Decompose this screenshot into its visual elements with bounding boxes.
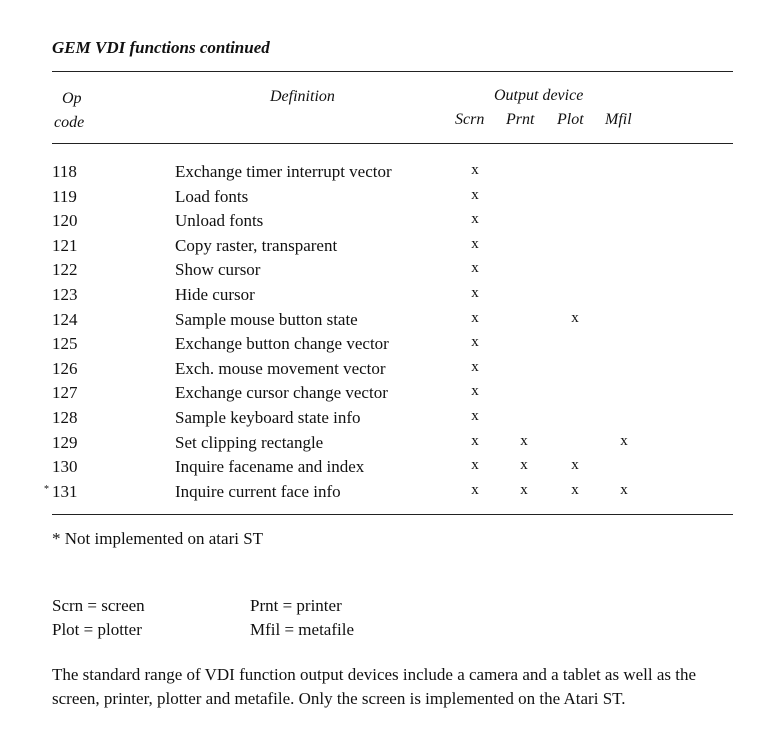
device-mark-scrn: x [471,358,479,375]
device-mark-scrn: x [471,235,479,252]
table-title: GEM VDI functions continued [52,38,270,57]
op-code-header-line1: Op [62,90,82,107]
op-code-cell: 118 [52,162,77,181]
device-mark-plot: x [571,457,579,474]
legend-prnt: Prnt = printer [250,596,342,615]
definition-cell: Set clipping rectangle [175,432,324,452]
device-mark-mfil: x [620,432,628,449]
device-header-prnt: Prnt [506,111,535,128]
device-mark-scrn: x [471,432,479,449]
device-mark-scrn: x [471,211,479,228]
table-row [0,310,759,334]
definition-cell: Hide cursor [175,285,255,304]
definition-cell: Exch. mouse movement vector [175,358,386,378]
footnote: * Not implemented on atari ST [52,529,264,548]
legend-plot: Plot = plotter [52,620,142,639]
table-row [0,383,759,407]
table-row [0,260,759,284]
definition-cell: Show cursor [175,260,261,280]
legend-mfil: Mfil = metafile [250,620,355,639]
definition-cell: Exchange timer interrupt vector [175,162,392,181]
device-mark-mfil: x [620,481,628,498]
output-device-header: Output device [494,87,584,104]
definition-header: Definition [270,88,335,105]
legend-scrn: Scrn = screen [52,596,145,615]
definition-cell: Inquire facename and index [175,457,365,477]
description-paragraph: The standard range of VDI function output devices include a camera and a tablet as well as the screen, printer, plotter and metafile. Only the screen is implemented on the Atari ST. [52,665,697,708]
op-code-cell: 130 [52,457,78,477]
table-row [0,211,759,235]
definition-cell: Load fonts [175,186,249,206]
device-mark-scrn: x [471,481,479,498]
device-mark-scrn: x [471,383,479,400]
definition-cell: Sample mouse button state [175,309,358,329]
definition-cell: Inquire current face info [175,481,341,501]
header-top-rule [52,71,733,72]
op-code-cell: 129 [52,432,78,452]
device-mark-prnt: x [520,481,528,498]
definition-cell: Unload fonts [175,211,264,231]
table-row [0,408,759,432]
table-row [0,457,759,481]
op-code-cell: 131 [52,481,78,501]
op-code-cell: 123 [52,285,78,304]
device-mark-scrn: x [471,162,479,178]
device-header-mfil: Mfil [605,111,632,128]
device-mark-plot: x [571,309,579,326]
definition-cell: Exchange cursor change vector [175,383,388,403]
op-code-cell: 120 [52,211,78,231]
not-implemented-marker: * [44,483,49,495]
device-header-scrn: Scrn [455,111,485,128]
device-mark-prnt: x [520,432,528,449]
table-row [0,162,759,186]
device-mark-scrn: x [471,457,479,474]
device-mark-scrn: x [471,408,479,424]
device-mark-scrn: x [471,260,479,277]
definition-cell: Sample keyboard state info [175,408,361,427]
definition-cell: Exchange button change vector [175,334,389,354]
table-row [0,359,759,383]
op-code-cell: 121 [52,235,78,255]
device-mark-scrn: x [471,334,479,351]
device-mark-prnt: x [520,457,528,474]
header-bottom-rule [52,143,733,144]
op-code-header-line2: code [54,114,85,131]
device-header-plot: Plot [557,111,584,128]
device-mark-scrn: x [471,186,479,203]
op-code-cell: 124 [52,309,78,329]
device-mark-scrn: x [471,285,479,301]
op-code-cell: 119 [52,186,77,206]
op-code-cell: 125 [52,334,78,354]
definition-cell: Copy raster, transparent [175,235,338,255]
op-code-cell: 122 [52,260,78,280]
table-row [0,482,759,506]
device-mark-plot: x [571,481,579,498]
table-bottom-rule [52,514,733,515]
op-code-cell: 127 [52,383,78,403]
table-row [0,187,759,211]
table-row [0,236,759,260]
op-code-cell: 126 [52,358,78,378]
table-row [0,285,759,309]
op-code-cell: 128 [52,408,78,427]
table-row [0,334,759,358]
table-row [0,433,759,457]
device-mark-scrn: x [471,309,479,326]
